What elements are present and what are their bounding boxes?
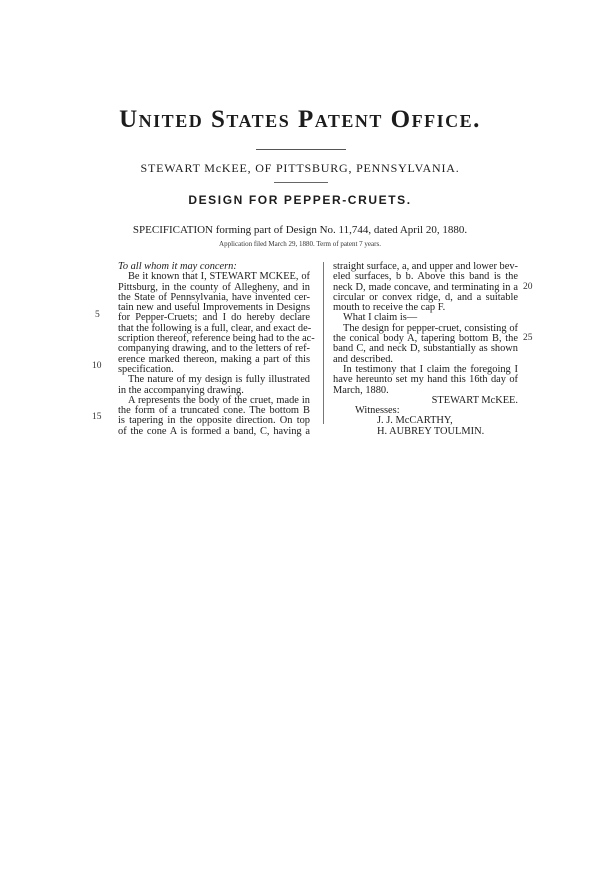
column-divider xyxy=(323,262,324,424)
body-line: circular or convex ridge, d, and a suitable xyxy=(333,291,518,303)
inventor-rule xyxy=(274,182,328,183)
body-line: that the following is a full, clear, and exact de- xyxy=(118,322,312,334)
body-line: mouth to receive the cap F. xyxy=(333,302,446,314)
testimony-line: In testimony that I claim the foregoing I xyxy=(343,363,518,375)
heading-rule xyxy=(256,149,346,150)
claim-line: The design for pepper-cruet, consisting of xyxy=(343,322,518,334)
body-line: Be it known that I, STEWART MCKEE, of xyxy=(128,271,310,283)
body-line: is tapering in the opposite direction. On top xyxy=(118,415,310,427)
witnesses-label: Witnesses: xyxy=(355,405,400,417)
body-line: eled surfaces, b b. Above this band is the xyxy=(333,271,518,283)
body-line: companying drawing, and to the letters of ref- xyxy=(118,343,310,355)
salutation: To all whom it may concern: xyxy=(118,261,237,272)
application-filed-line: Application filed March 29, 1880. Term of patent 7 years. xyxy=(219,240,381,248)
line-number: 15 xyxy=(92,412,102,422)
body-line: A represents the body of the cruet, made in xyxy=(128,394,310,406)
line-number: 20 xyxy=(523,282,533,292)
body-line: of the cone A is formed a band, C, having a xyxy=(118,425,310,437)
claim-line: and described. xyxy=(333,353,394,365)
left-text-column xyxy=(118,261,315,437)
body-line: The nature of my design is fully illustrated xyxy=(128,374,310,386)
body-line: neck D, made concave, and terminating in a xyxy=(333,281,518,293)
testimony-line: March, 1880. xyxy=(333,384,389,396)
claim-heading: What I claim is— xyxy=(343,312,418,324)
claim-line: band C, and neck D, substantially as shown xyxy=(333,343,518,355)
body-line: specification. xyxy=(118,363,174,375)
witness-name: J. J. McCARTHY, xyxy=(377,415,453,427)
inventor-signature: STEWART McKEE. xyxy=(431,394,518,406)
body-line: straight surface, a, and upper and lower bev- xyxy=(333,261,518,272)
line-number: 25 xyxy=(523,333,533,343)
inventor-line: STEWART McKEE, OF PITTSBURG, PENNSYLVANIA. xyxy=(140,161,460,175)
witness-name: H. AUBREY TOULMIN. xyxy=(377,425,485,437)
line-number: 10 xyxy=(92,361,102,371)
testimony-line: have hereunto set my hand this 16th day of xyxy=(333,374,518,386)
body-line: Pittsburg, in the county of Allegheny, and in xyxy=(118,281,310,293)
design-title: DESIGN FOR PEPPER-CRUETS. xyxy=(188,193,412,207)
right-text-column xyxy=(333,262,518,437)
patent-office-heading: United States Patent Office. xyxy=(119,106,481,133)
body-line: the State of Pennsylvania, have invented cer- xyxy=(118,291,310,303)
body-line: the form of a truncated cone. The bottom B xyxy=(118,405,310,417)
body-line: scription thereof, reference being had to the ac- xyxy=(118,333,315,345)
body-line: erence marked thereon, making a part of this xyxy=(118,353,310,365)
body-line: for Pepper-Cruets; and I do hereby declare xyxy=(118,312,310,324)
body-line: tain new and useful Improvements in Designs xyxy=(118,302,310,314)
body-line: in the accompanying drawing. xyxy=(118,384,244,396)
line-number: 5 xyxy=(95,310,100,320)
specification-line: SPECIFICATION forming part of Design No. 11,744, dated April 20, 1880. xyxy=(132,224,468,236)
claim-line: the conical body A, tapering bottom B, the xyxy=(333,333,518,345)
